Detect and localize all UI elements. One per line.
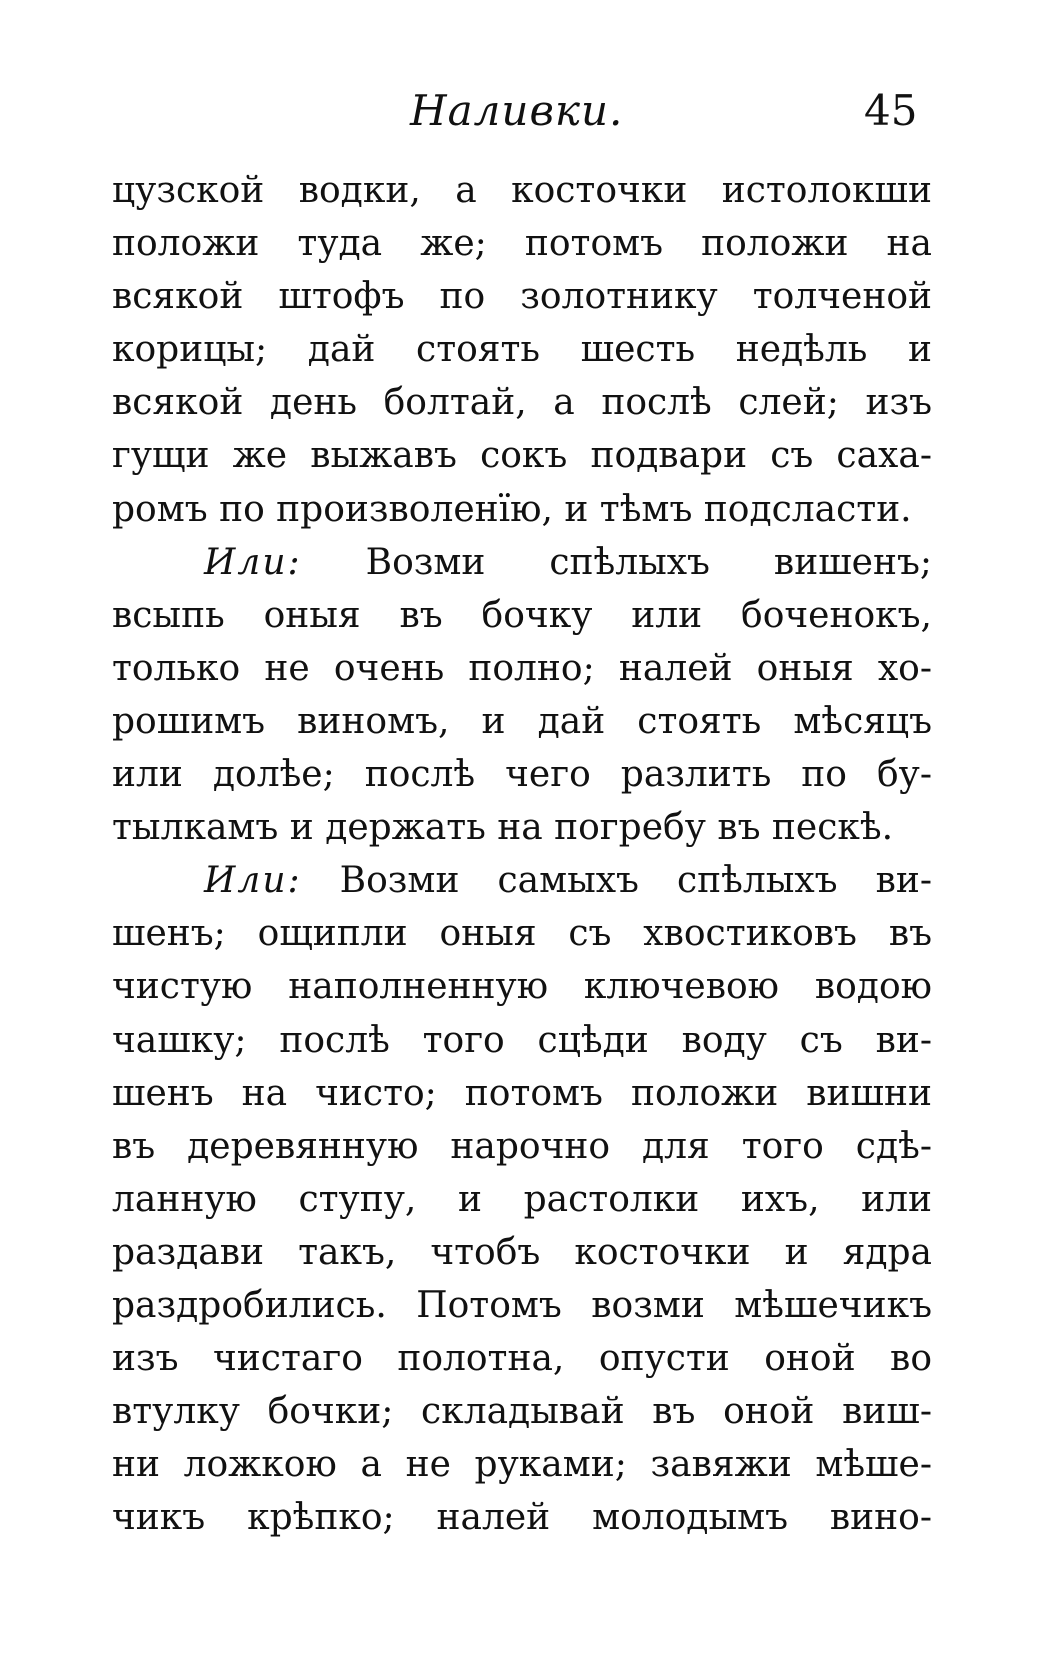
- text-line: раздробились. Потомъ возми мѣшечикъ: [112, 1284, 932, 1326]
- text-line: шенъ на чисто; потомъ положи вишни: [112, 1072, 932, 1114]
- text-line: гущи же выжавъ сокъ подвари съ саха-: [112, 435, 932, 477]
- text-line: шенъ; ощипли оныя съ хвостиковъ въ: [112, 913, 932, 955]
- text-line: чикъ крѣпко; налей молодымъ вино-: [112, 1497, 932, 1539]
- text-line: или долѣе; послѣ чего разлить по бу-: [112, 754, 932, 796]
- text-line: всякой штофъ по золотнику толченой: [112, 276, 932, 318]
- text-line: раздави такъ, чтобъ косточки и ядра: [112, 1231, 932, 1273]
- text-line: изъ чистаго полотна, опусти оной во: [112, 1338, 932, 1380]
- text-line: чистую наполненную ключевою водою: [112, 966, 932, 1008]
- text-line: цузской водки, а косточки истолокши: [112, 170, 932, 211]
- text-line: всякой день болтай, а послѣ слей; изъ: [112, 382, 932, 424]
- paragraph-first-line: [112, 536, 932, 589]
- page-header: [112, 80, 932, 142]
- text-line: ланную ступу, и растолки ихъ, или: [112, 1178, 932, 1220]
- paragraph-lead: Или:: [204, 860, 302, 902]
- paragraph-first-line: [112, 854, 932, 907]
- text-line: тылкамъ и держать на погребу въ пескѣ.: [112, 807, 894, 849]
- text-line: ромъ по произволенїю, и тѣмъ подсласти.: [112, 488, 912, 530]
- text-line: Возми самыхъ спѣлыхъ ви-: [339, 860, 932, 902]
- running-title: Наливки.: [410, 86, 624, 135]
- text-line: втулку бочки; складывай въ оной виш-: [112, 1391, 932, 1433]
- text-line: ни ложкою а не руками; завяжи мѣше-: [112, 1444, 932, 1486]
- text-line: всыпь оныя въ бочку или боченокъ,: [112, 594, 932, 636]
- text-line: въ деревянную нарочно для того сдѣ-: [112, 1125, 932, 1167]
- text-line: корицы; дай стоять шесть недѣль и: [112, 329, 932, 371]
- text-line: Возми спѣлыхъ вишенъ;: [365, 541, 932, 583]
- text-line: положи туда же; потомъ положи на: [112, 223, 932, 265]
- body-text: [112, 164, 932, 1544]
- text-line: чашку; послѣ того сцѣди воду съ ви-: [112, 1019, 932, 1061]
- paragraph-lead: Или:: [204, 541, 302, 583]
- page-number: 45: [864, 86, 918, 135]
- text-line: только не очень полно; налей оныя хо-: [112, 647, 932, 689]
- text-line: рошимъ виномъ, и дай стоять мѣсяцъ: [112, 700, 932, 742]
